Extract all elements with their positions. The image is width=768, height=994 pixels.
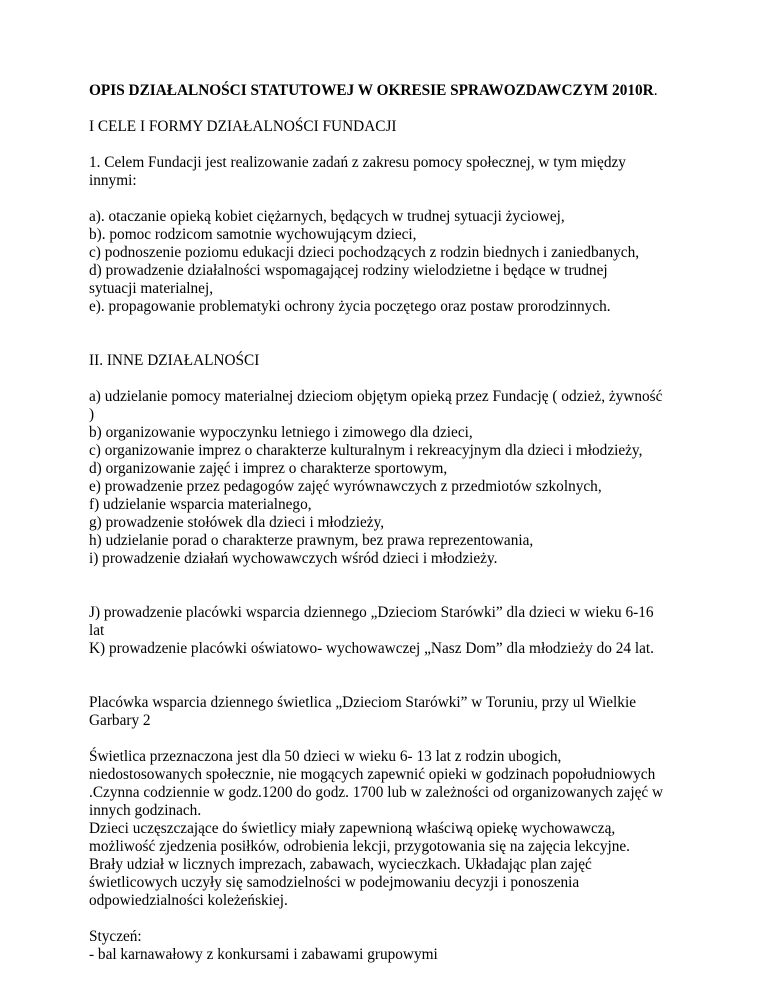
section1-intro [89,154,689,190]
list-item: h) udzielanie porad o charakterze prawnym, bez prawa reprezentowania, [89,532,534,549]
facility-description-line: Dzieci uczęszczające do świetlicy miały zapewnioną właściwą opiekę wychowawczą, [89,820,616,837]
facility-description-line: możliwość zjedzenia posiłków, odrobienia lekcji, przygotowania się na zajęcia lekcyjne. [89,838,630,855]
facility-description [89,748,689,910]
document-title-suffix: . [653,82,658,99]
section2-list [89,388,689,568]
list-item: a). otaczanie opieką kobiet ciężarnych, będących w trudnej sytuacji życiowej, [89,208,565,225]
section3-list [89,604,689,658]
list-item: d) prowadzenie działalności wspomagającej rodziny wielodzietne i będące w trudnej [89,262,608,279]
document-title [89,82,689,100]
list-item: i) prowadzenie działań wychowawczych wśród dzieci i młodzieży. [89,550,498,567]
list-item: sytuacji materialnej, [89,280,214,297]
list-item: d) organizowanie zajęć i imprez o charakterze sportowym, [89,460,448,477]
list-item: ) [89,406,95,423]
facility-intro-line: Placówka wsparcia dziennego świetlica „Dzieciom Starówki” w Toruniu, przy ul Wielkie [89,694,636,711]
facility-intro-line: Garbary 2 [89,712,151,729]
list-item: J) prowadzenie placówki wsparcia dziennego „Dzieciom Starówki” dla dzieci w wieku 6-16 [89,604,654,621]
list-item: e) prowadzenie przez pedagogów zajęć wyrównawczych z przedmiotów szkolnych, [89,478,602,495]
facility-description-line: .Czynna codziennie w godz.1200 do godz. 1700 lub w zależności od organizowanych zajęć w [89,784,664,801]
list-item: a) udzielanie pomocy materialnej dzieciom objętym opieką przez Fundację ( odzież, żywność [89,388,663,405]
section1-intro-line: 1. Celem Fundacji jest realizowanie zadań z zakresu pomocy społecznej, w tym między [89,154,626,171]
facility-description-line: Brały udział w licznych imprezach, zabawach, wycieczkach. Układając plan zajęć [89,856,592,873]
month-heading: Styczeń: [89,928,142,945]
facility-description-line: odpowiedzialności koleżeńskiej. [89,892,288,909]
facility-description-line: świetlicowych uczyły się samodzielności w podejmowaniu decyzji i ponoszenia [89,874,580,891]
month-item: - bal karnawałowy z konkursami i zabawami grupowymi [89,946,438,963]
facility-description-line: innych godzinach. [89,802,202,819]
list-item: c) organizowanie imprez o charakterze kulturalnym i rekreacyjnym dla dzieci i młodzieży, [89,442,643,459]
list-item: e). propagowanie problematyki ochrony życia poczętego oraz postaw prorodzinnych. [89,298,611,315]
list-item: b). pomoc rodzicom samotnie wychowującym dzieci, [89,226,417,243]
list-item: c) podnoszenie poziomu edukacji dzieci pochodzących z rodzin biednych i zaniedbanych, [89,244,640,261]
section1-heading: I CELE I FORMY DZIAŁALNOŚCI FUNDACJI [89,118,397,135]
list-item: f) udzielanie wsparcia materialnego, [89,496,312,513]
facility-description-line: niedostosowanych społecznie, nie mogących zapewnić opieki w godzinach popołudniowych [89,766,656,783]
facility-intro [89,694,689,730]
document-title-text: OPIS DZIAŁALNOŚCI STATUTOWEJ W OKRESIE SPRAWOZDAWCZYM 2010R [89,82,654,99]
month-section [89,928,689,964]
list-item: g) prowadzenie stołówek dla dzieci i młodzieży, [89,514,385,531]
section1-list [89,208,689,316]
document-page [89,82,689,982]
list-item: K) prowadzenie placówki oświatowo- wychowawczej „Nasz Dom” dla młodzieży do 24 lat. [89,640,654,657]
section1-intro-line: innymi: [89,172,137,189]
section2-heading: II. INNE DZIAŁALNOŚCI [89,352,260,369]
facility-description-line: Świetlica przeznaczona jest dla 50 dzieci w wieku 6- 13 lat z rodzin ubogich, [89,748,562,765]
list-item: lat [89,622,105,639]
list-item: b) organizowanie wypoczynku letniego i zimowego dla dzieci, [89,424,473,441]
